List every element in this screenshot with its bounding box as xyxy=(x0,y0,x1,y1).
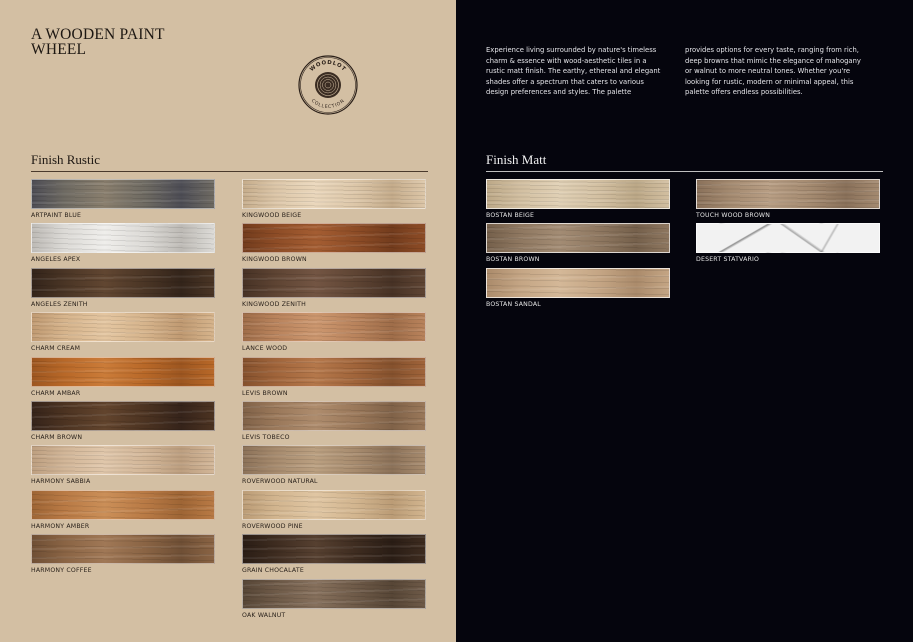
oak-walnut-swatch xyxy=(242,579,426,609)
bostan-beige-label: BOSTAN BEIGE xyxy=(486,212,535,219)
title-line-2: WHEEL xyxy=(31,41,87,58)
charm-ambar-swatch xyxy=(31,357,215,387)
bostan-beige-swatch xyxy=(486,179,670,209)
svg-text:COLLECTION xyxy=(310,98,346,110)
charm-ambar-label: CHARM AMBAR xyxy=(31,389,81,397)
finish-matt-heading: Finish Matt xyxy=(486,152,547,167)
touch-wood-brown-swatch xyxy=(696,179,880,209)
kingwood-zenith-label: KINGWOOD ZENITH xyxy=(242,300,306,308)
kingwood-beige-swatch xyxy=(242,179,426,209)
charm-brown-swatch xyxy=(31,401,215,431)
harmony-sabbia-label: HARMONY SABBIA xyxy=(31,478,91,486)
left-page xyxy=(0,0,456,642)
desert-statvario-label: DESERT STATVARIO xyxy=(696,256,760,264)
harmony-sabbia-swatch xyxy=(31,445,215,475)
levis-brown-swatch xyxy=(242,357,426,387)
roverwood-pine-swatch xyxy=(242,490,426,520)
right-page xyxy=(456,0,913,642)
angeles-zenith-swatch xyxy=(31,268,215,298)
page-title xyxy=(31,27,231,57)
harmony-coffee-swatch xyxy=(31,534,215,564)
oak-walnut-label: OAK WALNUT xyxy=(242,611,286,619)
grain-chocalate-label: GRAIN CHOCALATE xyxy=(242,567,304,575)
bostan-sandal-label: BOSTAN SANDAL xyxy=(486,300,541,308)
touch-wood-brown-label: TOUCH WOOD BROWN xyxy=(696,212,771,219)
roverwood-natural-label: ROVERWOOD NATURAL xyxy=(242,478,318,486)
seal-bottom-text: COLLECTION xyxy=(309,98,347,111)
roverwood-natural-swatch xyxy=(242,445,426,475)
grain-chocalate-swatch xyxy=(242,534,426,564)
levis-tobeco-label: LEVIS TOBECO xyxy=(242,434,290,441)
bostan-sandal-swatch xyxy=(486,268,670,298)
angeles-apex-label: ANGELES APEX xyxy=(31,256,81,264)
woodlot-collection-logo xyxy=(298,55,358,115)
title-line-1: A WOODEN PAINT xyxy=(31,26,165,43)
kingwood-zenith-swatch xyxy=(242,268,426,298)
artpaint-blue-swatch xyxy=(31,179,215,209)
artpaint-blue-label: ARTPAINT BLUE xyxy=(31,212,82,219)
charm-cream-swatch xyxy=(31,312,215,342)
bostan-brown-label: BOSTAN BROWN xyxy=(486,256,540,264)
charm-brown-label: CHARM BROWN xyxy=(31,434,83,441)
rustic-divider xyxy=(31,171,428,172)
charm-cream-label: CHARM CREAM xyxy=(31,345,81,353)
harmony-coffee-label: HARMONY COFFEE xyxy=(31,567,92,575)
angeles-apex-swatch xyxy=(31,223,215,253)
matt-divider xyxy=(486,171,883,172)
bostan-brown-swatch xyxy=(486,223,670,253)
finish-rustic-heading: Finish Rustic xyxy=(31,152,100,167)
roverwood-pine-label: ROVERWOOD PINE xyxy=(242,522,303,530)
desert-statvario-swatch xyxy=(696,223,880,253)
kingwood-brown-swatch xyxy=(242,223,426,253)
seal-top-text: WOODLOT xyxy=(309,59,348,73)
svg-text:WOODLOT xyxy=(309,60,347,73)
angeles-zenith-label: ANGELES ZENITH xyxy=(31,300,88,308)
harmony-amber-label: HARMONY AMBER xyxy=(31,522,90,530)
intro-text-column-2: provides options for every taste, ranging from rich, deep browns that mimic the elegance of mahogany or walnut to more neutral tones. Whether you're looking for rustic, modern or minimal appeal, this palette offers endless possibilities. xyxy=(685,46,861,97)
harmony-amber-swatch xyxy=(31,490,215,520)
kingwood-brown-label: KINGWOOD BROWN xyxy=(242,256,307,264)
levis-tobeco-swatch xyxy=(242,401,426,431)
intro-text-column-1: Experience living surrounded by nature's timeless charm & essence with wood-aesthetic tiles in a rustic matt finish. The earthy, ethereal and elegant shades offer a spectrum that caters to various design preferences and styles. The palette xyxy=(486,46,661,97)
lance-wood-label: LANCE WOOD xyxy=(242,345,288,353)
levis-brown-label: LEVIS BROWN xyxy=(242,389,288,397)
kingwood-beige-label: KINGWOOD BEIGE xyxy=(242,212,302,219)
lance-wood-swatch xyxy=(242,312,426,342)
